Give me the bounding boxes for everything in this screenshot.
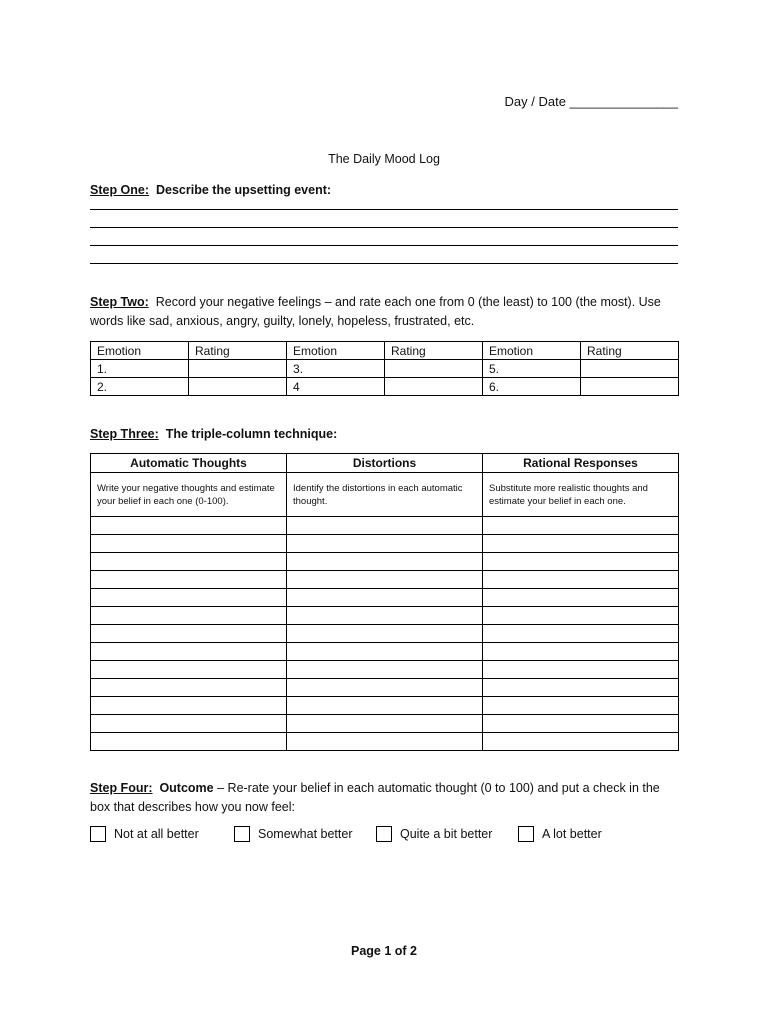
option-label: Not at all better — [114, 827, 199, 841]
distortion-cell[interactable] — [287, 589, 483, 607]
step-three — [90, 425, 680, 444]
step-three-text: The triple-column technique: — [165, 427, 338, 441]
option-label: Somewhat better — [258, 827, 353, 841]
distortion-cell[interactable] — [287, 715, 483, 733]
rational-response-cell[interactable] — [483, 733, 679, 751]
rating-cell[interactable] — [189, 378, 287, 396]
step-four-label: Step Four: — [90, 781, 153, 795]
distortions-instruction: Identify the distortions in each automatic thought. — [287, 473, 483, 517]
table-row — [91, 535, 679, 553]
automatic-thought-cell[interactable] — [91, 553, 287, 571]
emotion-header: Emotion — [287, 342, 385, 360]
distortion-cell[interactable] — [287, 517, 483, 535]
checkbox[interactable] — [518, 826, 534, 842]
rational-responses-instruction: Substitute more realistic thoughts and estimate your belief in each one. — [483, 473, 679, 517]
checkbox[interactable] — [234, 826, 250, 842]
distortion-cell[interactable] — [287, 553, 483, 571]
rating-cell[interactable] — [189, 360, 287, 378]
emotion-table-header-row — [91, 342, 679, 360]
emotion-cell[interactable]: 2. — [91, 378, 189, 396]
event-line-1[interactable] — [90, 209, 678, 210]
step-four-text: – Re-rate your belief in each automatic thought (0 to 100) and put a check in the box that describes how you now feel: — [90, 781, 660, 814]
page-current: 1 — [384, 944, 392, 958]
distortion-cell[interactable] — [287, 535, 483, 553]
day-date-field[interactable]: Day / Date _______________ — [504, 94, 678, 109]
event-line-2[interactable] — [90, 227, 678, 228]
automatic-thought-cell[interactable] — [91, 661, 287, 679]
step-two-text: Record your negative feelings – and rate each one from 0 (the least) to 100 (the most). Use words like sad, anxious, angry, guilty, lonely, hopeless, frustrated, etc. — [90, 295, 661, 328]
rating-header: Rating — [189, 342, 287, 360]
emotion-header: Emotion — [483, 342, 581, 360]
automatic-thought-cell[interactable] — [91, 643, 287, 661]
distortion-cell[interactable] — [287, 607, 483, 625]
rating-cell[interactable] — [581, 360, 679, 378]
distortion-cell[interactable] — [287, 697, 483, 715]
table-row — [91, 643, 679, 661]
table-row — [91, 733, 679, 751]
triple-column-table — [90, 453, 679, 751]
step-one-label: Step One: — [90, 183, 150, 197]
rational-response-cell[interactable] — [483, 697, 679, 715]
distortions-header: Distortions — [287, 454, 483, 473]
distortion-cell[interactable] — [287, 733, 483, 751]
automatic-thought-cell[interactable] — [91, 733, 287, 751]
distortion-cell[interactable] — [287, 643, 483, 661]
table-row — [91, 607, 679, 625]
automatic-thought-cell[interactable] — [91, 589, 287, 607]
table-row — [91, 679, 679, 697]
rational-response-cell[interactable] — [483, 643, 679, 661]
checkbox[interactable] — [376, 826, 392, 842]
emotion-header: Emotion — [91, 342, 189, 360]
automatic-thoughts-instruction: Write your negative thoughts and estimate your belief in each one (0-100). — [91, 473, 287, 517]
option-somewhat-better[interactable] — [234, 826, 353, 842]
table-row — [91, 715, 679, 733]
rational-response-cell[interactable] — [483, 589, 679, 607]
table-row — [91, 661, 679, 679]
triple-table-body — [91, 517, 679, 751]
rational-response-cell[interactable] — [483, 625, 679, 643]
table-row — [91, 378, 679, 396]
step-four-outcome: Outcome — [159, 781, 214, 795]
table-row — [91, 360, 679, 378]
rational-response-cell[interactable] — [483, 535, 679, 553]
table-row — [91, 589, 679, 607]
automatic-thought-cell[interactable] — [91, 697, 287, 715]
automatic-thought-cell[interactable] — [91, 607, 287, 625]
triple-table-header-row — [91, 454, 679, 473]
emotion-cell[interactable]: 1. — [91, 360, 189, 378]
step-two — [90, 293, 680, 331]
automatic-thought-cell[interactable] — [91, 715, 287, 733]
distortion-cell[interactable] — [287, 625, 483, 643]
emotion-cell[interactable]: 3. — [287, 360, 385, 378]
triple-table-instruction-row — [91, 473, 679, 517]
rating-cell[interactable] — [581, 378, 679, 396]
table-row — [91, 553, 679, 571]
step-one — [90, 181, 680, 200]
option-not-at-all-better[interactable] — [90, 826, 199, 842]
emotion-cell[interactable]: 5. — [483, 360, 581, 378]
rating-header: Rating — [385, 342, 483, 360]
automatic-thought-cell[interactable] — [91, 571, 287, 589]
table-row — [91, 697, 679, 715]
page-number — [0, 944, 768, 958]
automatic-thought-cell[interactable] — [91, 517, 287, 535]
emotion-cell[interactable]: 4 — [287, 378, 385, 396]
rational-response-cell[interactable] — [483, 553, 679, 571]
step-one-text: Describe the upsetting event: — [156, 183, 332, 197]
emotion-cell[interactable]: 6. — [483, 378, 581, 396]
page-total: 2 — [410, 944, 417, 958]
rational-response-cell[interactable] — [483, 517, 679, 535]
event-line-3[interactable] — [90, 245, 678, 246]
rational-response-cell[interactable] — [483, 715, 679, 733]
automatic-thought-cell[interactable] — [91, 679, 287, 697]
step-four — [90, 779, 680, 817]
table-row — [91, 571, 679, 589]
page-prefix: Page — [350, 944, 385, 958]
rating-cell[interactable] — [385, 378, 483, 396]
distortion-cell[interactable] — [287, 679, 483, 697]
checkbox[interactable] — [90, 826, 106, 842]
rational-response-cell[interactable] — [483, 571, 679, 589]
step-three-label: Step Three: — [90, 427, 159, 441]
rating-cell[interactable] — [385, 360, 483, 378]
distortion-cell[interactable] — [287, 571, 483, 589]
page-title: The Daily Mood Log — [328, 152, 440, 166]
option-label: A lot better — [542, 827, 602, 841]
page-of: of — [391, 944, 411, 958]
table-row — [91, 517, 679, 535]
step-two-label: Step Two: — [90, 295, 149, 309]
event-line-4[interactable] — [90, 263, 678, 264]
option-a-lot-better[interactable] — [518, 826, 602, 842]
rational-response-cell[interactable] — [483, 661, 679, 679]
rational-responses-header: Rational Responses — [483, 454, 679, 473]
option-quite-a-bit-better[interactable] — [376, 826, 492, 842]
automatic-thoughts-header: Automatic Thoughts — [91, 454, 287, 473]
emotion-table — [90, 341, 679, 396]
automatic-thought-cell[interactable] — [91, 535, 287, 553]
rating-header: Rating — [581, 342, 679, 360]
table-row — [91, 625, 679, 643]
distortion-cell[interactable] — [287, 661, 483, 679]
rational-response-cell[interactable] — [483, 607, 679, 625]
rational-response-cell[interactable] — [483, 679, 679, 697]
automatic-thought-cell[interactable] — [91, 625, 287, 643]
option-label: Quite a bit better — [400, 827, 493, 841]
